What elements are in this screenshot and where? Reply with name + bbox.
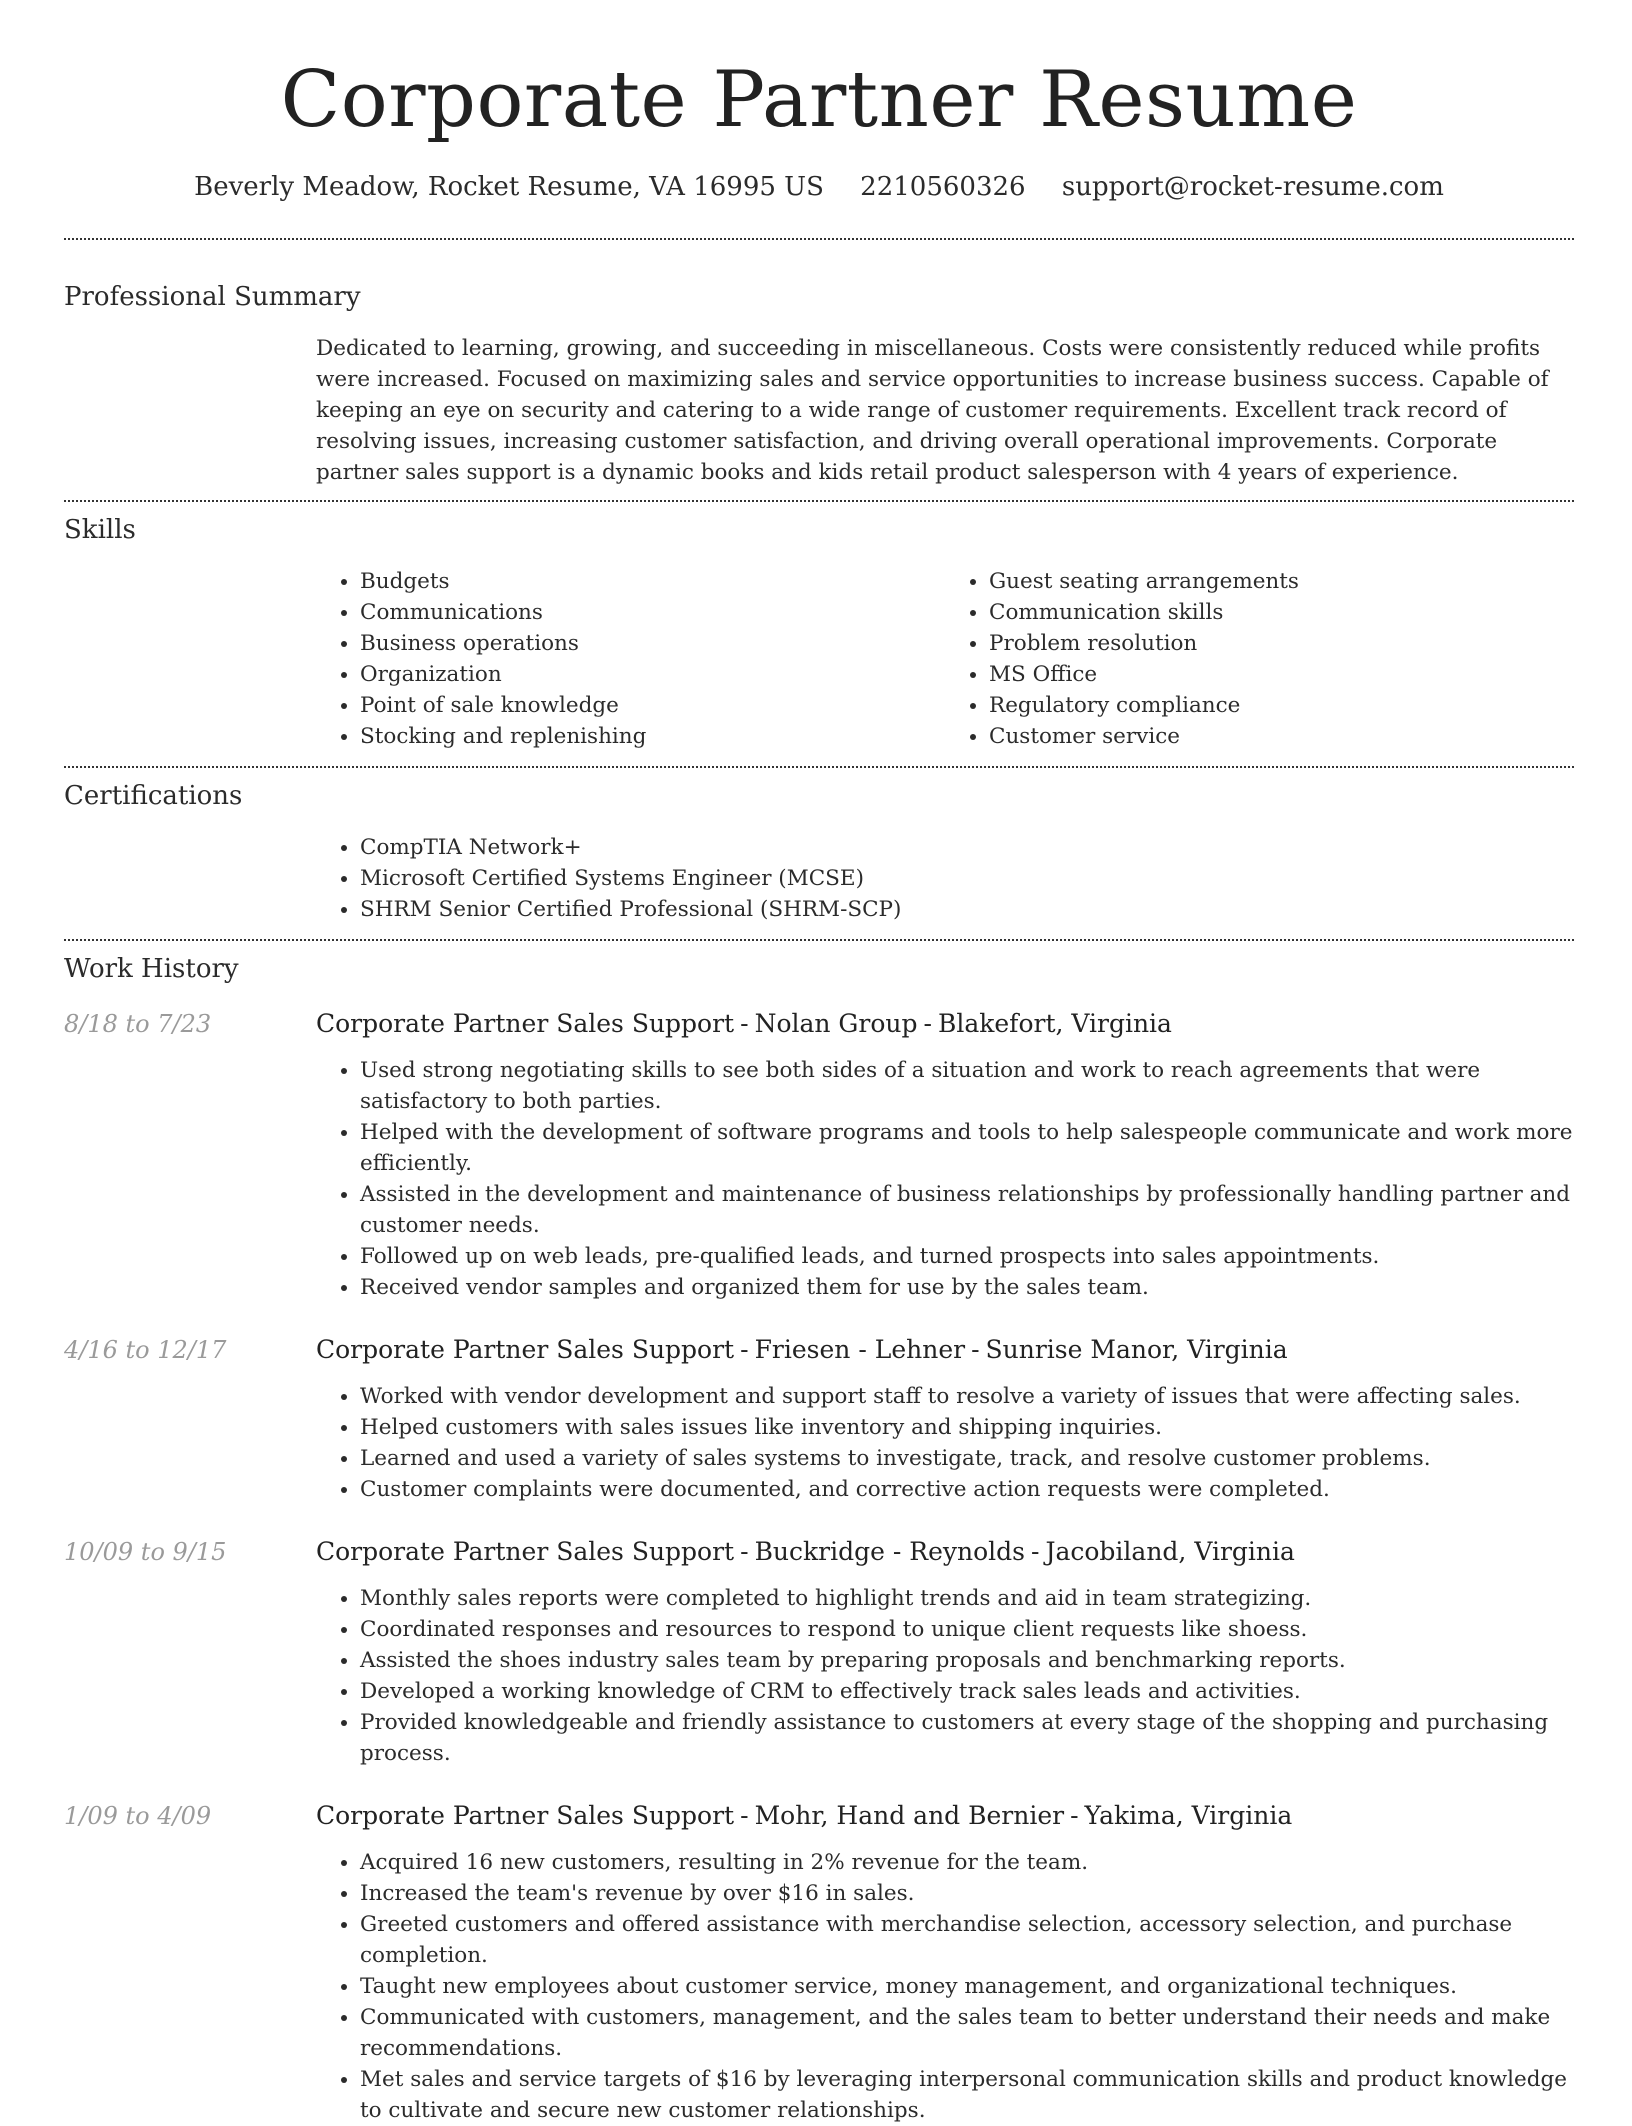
job-bullet: • Assisted in the development and maintenance of business relationships by professionally handling partner and customer needs.: [360, 1179, 1574, 1241]
job-bullet: • Developed a working knowledge of CRM to effectively track sales leads and activities.: [360, 1676, 1574, 1707]
skill-item: • Communications: [360, 597, 945, 628]
job-company: Friesen - Lehner: [754, 1335, 966, 1364]
skills-list-right: [945, 566, 1574, 752]
skill-item: • Communication skills: [989, 597, 1574, 628]
job-bullet: • Monthly sales reports were completed to highlight trends and aid in team strategizing.: [360, 1583, 1574, 1614]
job-bullet: • Helped with the development of software programs and tools to help salespeople communicate and work more efficiently.: [360, 1117, 1574, 1179]
job-entry: [64, 1007, 1574, 1303]
job-dates: 10/09 to 9/15: [64, 1538, 227, 1566]
resume-page: [64, 0, 1574, 2126]
job-bullet: • Provided knowledgeable and friendly assistance to customers at every stage of the shopping and purchasing process.: [360, 1707, 1574, 1769]
job-bullet: • Assisted the shoes industry sales team by preparing proposals and benchmarking reports.: [360, 1645, 1574, 1676]
job-company: Nolan Group: [754, 1009, 918, 1038]
certifications-list-wrap: [316, 832, 1574, 939]
job-bullet: • Used strong negotiating skills to see both sides of a situation and work to reach agreements that were satisfactory to both parties.: [360, 1055, 1574, 1117]
work-history-section: [64, 941, 1574, 2126]
job-company: Buckridge - Reynolds: [754, 1537, 1025, 1566]
contact-phone: 2210560326: [860, 172, 1026, 202]
contact-line: [64, 170, 1574, 204]
skill-item: • Organization: [360, 659, 945, 690]
certifications-heading: Certifications: [64, 781, 243, 811]
job-bullet: • Helped customers with sales issues like inventory and shipping inquiries.: [360, 1412, 1574, 1443]
job-bullet: • Met sales and service targets of $16 by leveraging interpersonal communication skills and product knowledge to cultivate and secure new customer relationships.: [360, 2064, 1574, 2126]
job-company: Mohr, Hand and Bernier: [754, 1801, 1065, 1830]
job-title: Corporate Partner Sales Support: [316, 1009, 735, 1038]
job-bullet: • Worked with vendor development and support staff to resolve a variety of issues that were affecting sales.: [360, 1381, 1574, 1412]
job-bullets: [316, 1381, 1574, 1505]
job-dates: 1/09 to 4/09: [64, 1802, 212, 1830]
certifications-section: [64, 768, 1574, 939]
job-bullets: [316, 1847, 1574, 2126]
job-bullets: [316, 1583, 1574, 1769]
job-location: Yakima, Virginia: [1084, 1801, 1293, 1830]
skill-item: • Regulatory compliance: [989, 690, 1574, 721]
certifications-list: [316, 832, 1574, 925]
job-entry: [64, 1799, 1574, 2126]
job-title: Corporate Partner Sales Support: [316, 1335, 735, 1364]
skills-columns: [316, 566, 1574, 766]
skill-item: • Stocking and replenishing: [360, 721, 945, 752]
job-location: Jacobiland, Virginia: [1045, 1537, 1295, 1566]
skills-section: [64, 502, 1574, 766]
skill-item: • Problem resolution: [989, 628, 1574, 659]
job-location: Blakefort, Virginia: [937, 1009, 1172, 1038]
skill-item: • Business operations: [360, 628, 945, 659]
skill-item: • MS Office: [989, 659, 1574, 690]
resume-title: Corporate Partner Resume: [280, 55, 1358, 145]
job-location: Sunrise Manor, Virginia: [985, 1335, 1288, 1364]
job-bullet: • Customer complaints were documented, and corrective action requests were completed.: [360, 1474, 1574, 1505]
job-bullet: • Increased the team's revenue by over $16 in sales.: [360, 1878, 1574, 1909]
job-bullet: • Followed up on web leads, pre-qualified leads, and turned prospects into sales appointments.: [360, 1241, 1574, 1272]
job-title: Corporate Partner Sales Support: [316, 1801, 735, 1830]
summary-section: [64, 240, 1574, 500]
contact-address: Beverly Meadow, Rocket Resume, VA 16995 US: [194, 172, 824, 202]
job-dates: 8/18 to 7/23: [64, 1010, 212, 1038]
job-heading: Corporate Partner Sales Support - Nolan Group - Blakefort, Virginia: [316, 1009, 1172, 1038]
certification-item: • CompTIA Network+: [360, 832, 1574, 863]
job-bullet: • Coordinated responses and resources to respond to unique client requests like shoess.: [360, 1614, 1574, 1645]
skills-heading: Skills: [64, 515, 136, 545]
job-title: Corporate Partner Sales Support: [316, 1537, 735, 1566]
job-bullets-wrap: [316, 1055, 1574, 1303]
contact-email: support@rocket-resume.com: [1061, 172, 1444, 202]
job-bullets-wrap: [316, 1381, 1574, 1505]
job-bullets-wrap: [316, 1847, 1574, 2126]
skill-item: • Guest seating arrangements: [989, 566, 1574, 597]
job-bullet: • Taught new employees about customer service, money management, and organizational techniques.: [360, 1971, 1574, 2002]
job-heading: Corporate Partner Sales Support - Mohr, Hand and Bernier - Yakima, Virginia: [316, 1801, 1293, 1830]
job-bullets-wrap: [316, 1583, 1574, 1769]
job-entry: [64, 1535, 1574, 1769]
job-entry: [64, 1333, 1574, 1505]
job-bullet: • Greeted customers and offered assistance with merchandise selection, accessory selection, and purchase completion.: [360, 1909, 1574, 1971]
skill-item: • Customer service: [989, 721, 1574, 752]
job-bullet: • Acquired 16 new customers, resulting in 2% revenue for the team.: [360, 1847, 1574, 1878]
job-dates: 4/16 to 12/17: [64, 1336, 227, 1364]
summary-text: Dedicated to learning, growing, and succeeding in miscellaneous. Costs were consistently reduced while profits were increased. Focused on maximizing sales and service opportunities to increase business success. Capable of keeping an eye on security and catering to a wide range of customer requirements. Excellent track record of resolving issues, increasing customer satisfaction, and driving overall operational improvements. Corporate partner sales support is a dynamic books and kids retail product salesperson with 4 years of experience.: [316, 336, 1549, 485]
certification-item: • Microsoft Certified Systems Engineer (MCSE): [360, 863, 1574, 894]
work-history-heading: Work History: [64, 954, 239, 984]
job-bullet: • Received vendor samples and organized them for use by the sales team.: [360, 1272, 1574, 1303]
job-bullet: • Learned and used a variety of sales systems to investigate, track, and resolve customer problems.: [360, 1443, 1574, 1474]
job-heading: Corporate Partner Sales Support - Friesen - Lehner - Sunrise Manor, Virginia: [316, 1335, 1288, 1364]
job-bullets: [316, 1055, 1574, 1303]
job-heading: Corporate Partner Sales Support - Buckridge - Reynolds - Jacobiland, Virginia: [316, 1537, 1295, 1566]
job-bullet: • Communicated with customers, management, and the sales team to better understand their needs and make recommendations.: [360, 2002, 1574, 2064]
certification-item: • SHRM Senior Certified Professional (SHRM-SCP): [360, 894, 1574, 925]
skill-item: • Point of sale knowledge: [360, 690, 945, 721]
summary-heading: Professional Summary: [64, 282, 361, 312]
skills-list-left: [316, 566, 945, 752]
skill-item: • Budgets: [360, 566, 945, 597]
